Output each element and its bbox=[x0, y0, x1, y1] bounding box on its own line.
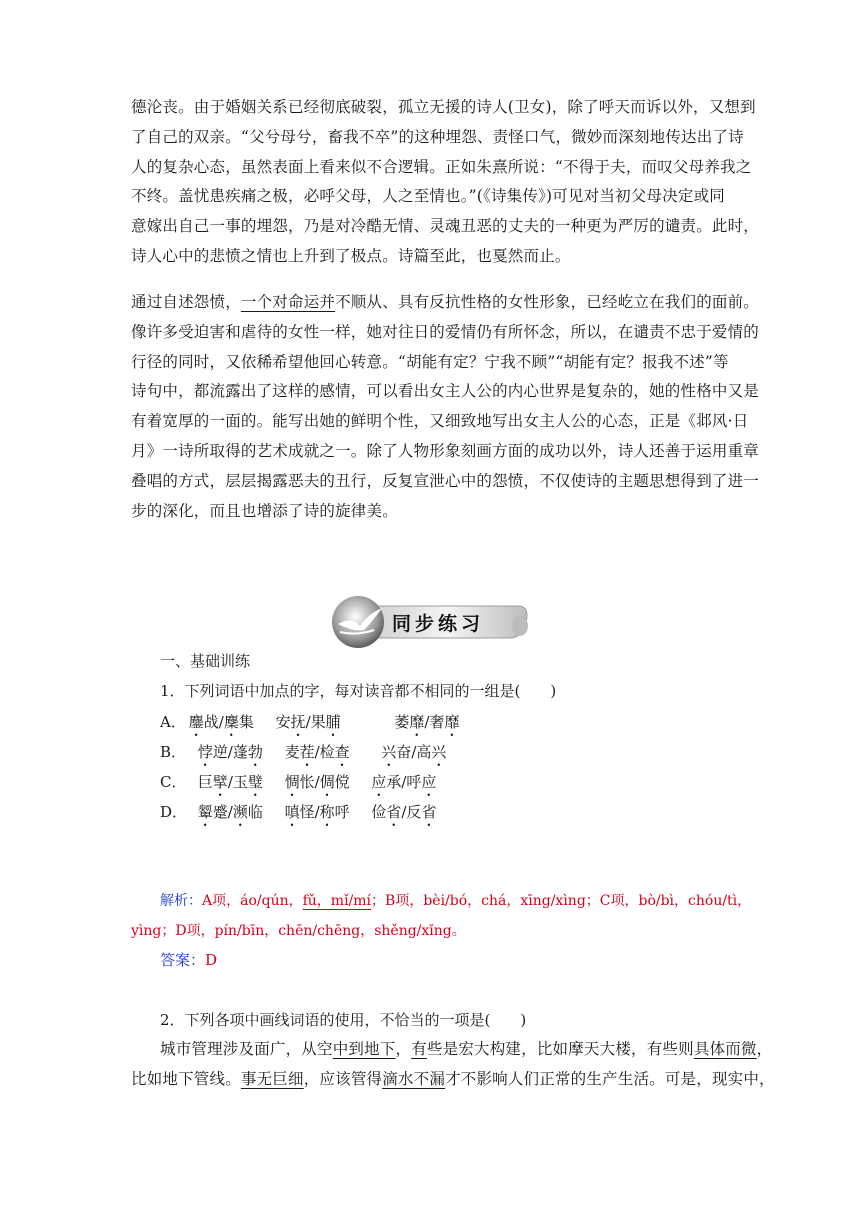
para2-line: 有着宽厚的一面的。能写出她的鲜明个性，又细致地写出女主人公的心态，正是《邶风·日 bbox=[131, 412, 749, 431]
para2-line: 月》一诗所取得的艺术成就之一。除了人物形象刻画方面的成功以外，诗人还善于运用重章 bbox=[131, 441, 760, 460]
para2-line: 像许多受迫害和虐待的女性一样，她对往日的爱情仍有所怀念，所以，在谴责不忠于爱情的 bbox=[131, 322, 760, 341]
question-2-stem: 2．下列各项中画线词语的使用，不恰当的一项是( ) bbox=[160, 1011, 527, 1029]
question-1-answer bbox=[160, 946, 217, 975]
para2-line: 诗句中，都流露出了这样的感情，可以看出女主人公的内心世界是复杂的，她的性格中又是 bbox=[131, 382, 760, 401]
para2-line: 叠唱的方式，层层揭露恶夫的丑行，反复宣泄心中的怨愤，不仅使诗的主题思想得到了进一 bbox=[131, 471, 760, 490]
banner-title: 同步练习 bbox=[392, 613, 485, 635]
question-1-option-d: D． 颦蹙/濒临 嗔怪/称呼 俭省/反省 bbox=[160, 803, 437, 821]
para1-line: 德沦丧。由于婚姻关系已经彻底破裂，孤立无援的诗人(卫女)，除了呼天而诉以外，又想到 bbox=[131, 98, 756, 116]
paragraph-1 bbox=[131, 93, 760, 272]
question-2-passage: 城市管理涉及面广，从空中到地下，有些是宏大构建，比如摩天大楼，有些则具体而微， 比如地下管线。事无巨细，应该管得滴水不漏才不影响人们正常的生产生活。可是，现实中， bbox=[131, 1040, 775, 1088]
answer-label: 答案： bbox=[160, 951, 206, 969]
para2-line: 通过自述怨愤，一个对命运并不顺从、具有反抗性格的女性形象，已经屹立在我们的面前。 bbox=[131, 293, 760, 311]
question-1-option-c: C． 巨擘/玉璧 惆怅/倜傥 应承/呼应 bbox=[160, 773, 437, 791]
bird-emblem-icon bbox=[332, 596, 384, 648]
question-1-option-b: B． 悖逆/蓬勃 麦茬/检查 兴奋/高兴 bbox=[160, 743, 447, 761]
para1-line: 不终。盖忧患疾痛之极，必呼父母，人之至情也。”(《诗集传》)可见对当初父母决定或同 bbox=[131, 187, 725, 206]
para1-line: 意嫁出自己一事的埋怨，乃是对冷酷无情、灵魂丑恶的丈夫的一种更为严厉的谴责。此时， bbox=[131, 217, 760, 236]
question-1-analysis-cont: yìng；D项，pín/bīn，chēn/chēng，shěng/xǐng。 bbox=[131, 923, 466, 939]
section-banner bbox=[330, 592, 530, 652]
section-heading: 一、基础训练 bbox=[160, 652, 251, 670]
para1-line: 诗人心中的悲愤之情也上升到了极点。诗篇至此，也戛然而止。 bbox=[131, 246, 571, 265]
question-1-stem: 1．下列词语中加点的字，每对读音都不相同的一组是( ) bbox=[160, 682, 557, 700]
para1-line: 人的复杂心态，虽然表面上看来似不合逻辑。正如朱熹所说：“不得于夫，而叹父母养我之 bbox=[131, 157, 752, 176]
underlined-phrase: 一个对命运并 bbox=[240, 293, 336, 311]
para2-line: 步的深化，而且也增添了诗的旋律美。 bbox=[131, 501, 398, 520]
analysis-label: 解析： bbox=[160, 893, 202, 909]
question-1-analysis: 解析：A项，áo/qún，fǔ，mǐ/mí；B项，bèi/bó，chá，xīng/xìng；C项，bò/bì，chóu/tì， bbox=[160, 893, 752, 909]
para2-line: 行径的同时，又依稀希望他回心转意。“胡能有定？宁我不顾”“胡能有定？报我不述”等 bbox=[131, 352, 729, 371]
banner-ribbon-end bbox=[512, 616, 528, 636]
paragraph-2 bbox=[131, 288, 760, 526]
answer-value: D bbox=[205, 951, 218, 969]
question-1-option-a: A． 鏖战/麇集 安抚/果脯 萎靡/奢靡 bbox=[160, 713, 460, 731]
para1-line: 了自己的双亲。“父兮母兮，畜我不卒”的这种埋怨、责怪口气，微妙而深刻地传达出了诗 bbox=[131, 127, 744, 146]
